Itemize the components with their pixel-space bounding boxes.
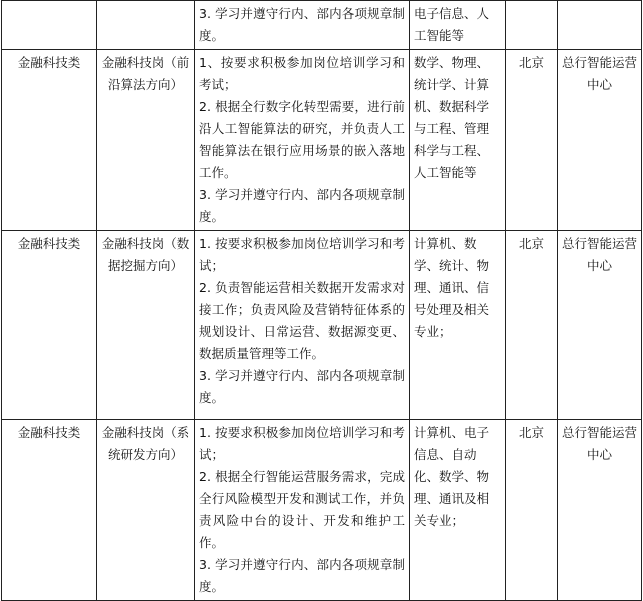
majors-cell: 计算机、电子信息、自动化、数学、物理、通讯及相关专业； [410,420,506,601]
position-cell: 金融科技岗（数据挖掘方向） [97,231,195,420]
duty-line: 3. 学习并遵守行内、部内各项规章制度。 [199,6,405,43]
majors-cell: 电子信息、人工智能等 [410,1,506,50]
table-row [2,420,642,601]
table-row [2,1,642,50]
majors-cell: 数学、物理、统计学、计算机、数据科学与工程、管理科学与工程、人工智能等 [410,50,506,231]
department-cell: 总行智能运营中心 [558,231,642,420]
duty-line: 2. 根据全行数字化转型需要，进行前沿人工智能算法的研究，并负责人工智能算法在银行应用场景的嵌入落地工作。 [199,99,405,180]
duty-line: 3. 学习并遵守行内、部内各项规章制度。 [199,187,405,224]
table-row [2,50,642,231]
duty-line: 2. 根据全行智能运营服务需求，完成全行风险模型开发和测试工作，并负责风险中台的设计、开发和维护工作。 [199,469,405,550]
duty-line: 1. 按要求积极参加岗位培训学习和考试； [199,425,405,462]
duty-line: 3. 学习并遵守行内、部内各项规章制度。 [199,368,405,405]
position-cell [97,1,195,50]
job-table [1,0,642,601]
department-cell: 总行智能运营中心 [558,50,642,231]
duties-cell [195,231,410,420]
position-cell: 金融科技岗（前沿算法方向） [97,50,195,231]
category-cell: 金融科技类 [2,420,97,601]
duties-cell [195,1,410,50]
duty-line: 1、按要求积极参加岗位培训学习和考试； [199,55,405,92]
duty-line: 2. 负责智能运营相关数据开发需求对接工作；负责风险及营销特征体系的规划设计、日常运营、数据源变更、数据质量管理等工作。 [199,280,405,361]
category-cell: 金融科技类 [2,231,97,420]
duty-line: 3. 学习并遵守行内、部内各项规章制度。 [199,557,405,594]
department-cell [558,1,642,50]
location-cell: 北京 [506,231,558,420]
category-cell: 金融科技类 [2,50,97,231]
position-cell: 金融科技岗（系统研发方向） [97,420,195,601]
category-cell [2,1,97,50]
duty-line: 1. 按要求积极参加岗位培训学习和考试； [199,236,405,273]
location-cell [506,1,558,50]
location-cell: 北京 [506,420,558,601]
department-cell: 总行智能运营中心 [558,420,642,601]
duties-cell [195,50,410,231]
majors-cell: 计算机、数学、统计、物理、通讯、信号处理及相关专业； [410,231,506,420]
location-cell: 北京 [506,50,558,231]
table-row [2,231,642,420]
duties-cell [195,420,410,601]
